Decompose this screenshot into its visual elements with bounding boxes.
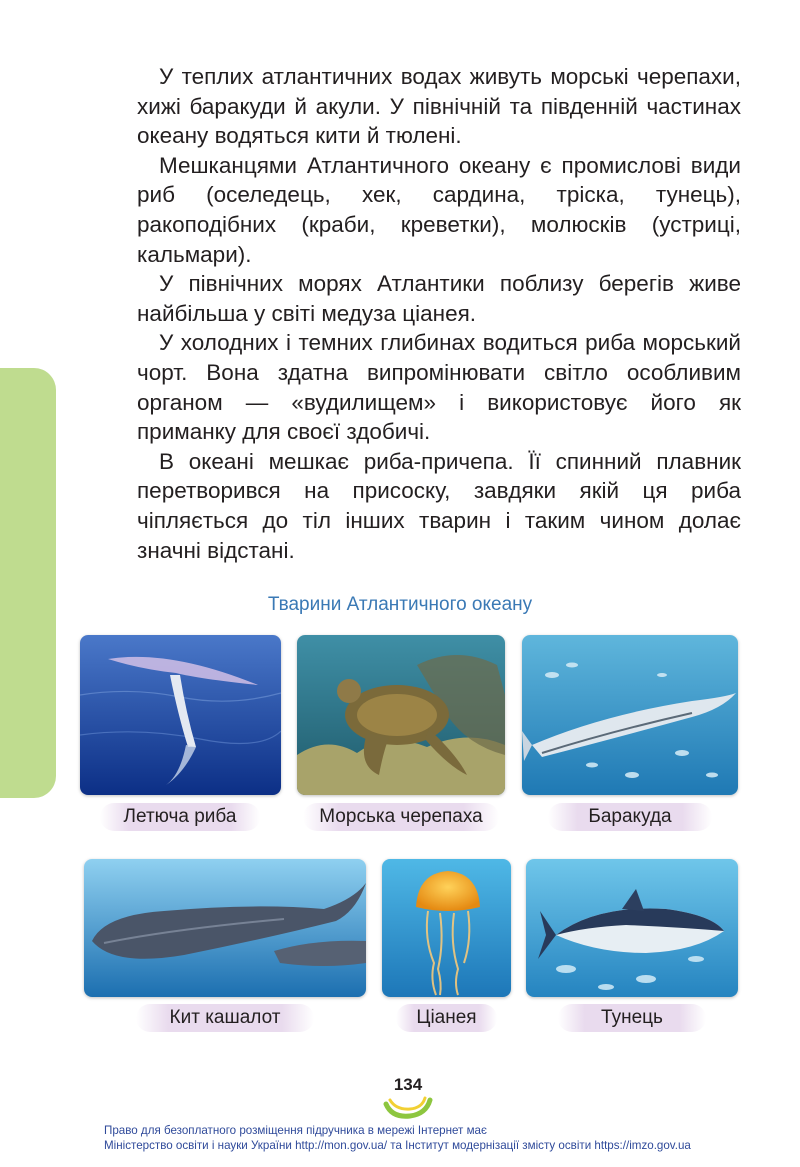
label-sperm-whale: Кит кашалот [136, 1004, 314, 1032]
page-number: 134 [393, 1075, 423, 1094]
chapter-side-tab [0, 368, 56, 798]
paragraph-5: В океані мешкає риба-причепа. Її спинний плавник перетворився на присоску, завдяки якій ця риба чіпляється до тіл інших тварин і таким чином долає значні відстані. [137, 448, 741, 563]
label-sea-turtle: Морська черепаха [303, 803, 499, 831]
label-cyanea: Ціанея [396, 1004, 497, 1032]
cyanea-jellyfish-photo [382, 859, 511, 997]
flying-fish-photo [80, 635, 281, 795]
gallery-title: Тварини Атлантичного океану [267, 594, 533, 615]
footer-line-2: Міністерство освіти і науки України http://mon.gov.ua/ та Інститут модернізації змісту освіти https://imzo.gov.ua [104, 1139, 691, 1152]
sperm-whale-photo [84, 859, 366, 997]
main-text [137, 62, 741, 565]
sea-turtle-photo [297, 635, 505, 795]
paragraph-2: Мешканцями Атлантичного океану є промислові види риб (оселедець, хек, сардина, тріска, тунець), ракоподібних (краби, креветки), молюсків (устриці, кальмари). [137, 152, 741, 267]
paragraph-1: У теплих атлантичних водах живуть морські черепахи, хижі баракуди й акули. У північній та південній частинах океану водяться кити й тюлені. [137, 64, 741, 149]
paragraph-3: У північних морях Атлантики поблизу берегів живе найбільша у світі медуза ціанея. [137, 271, 741, 326]
page-number-badge [378, 1064, 438, 1120]
footer [104, 1123, 744, 1153]
footer-line-1: Право для безоплатного розміщення підручника в мережі Інтернет має [104, 1124, 487, 1137]
label-flying-fish: Летюча риба [100, 803, 260, 831]
paragraph-4: У холодних і темних глибинах водиться риба морський чорт. Вона здатна випромінювати світло особливим органом — «вудилищем» і використовує його як приманку для своєї здобичі. [137, 330, 741, 445]
tuna-photo [526, 859, 738, 997]
label-tuna: Тунець [558, 1004, 706, 1032]
barracuda-photo [522, 635, 738, 795]
label-barracuda: Баракуда [548, 803, 712, 831]
